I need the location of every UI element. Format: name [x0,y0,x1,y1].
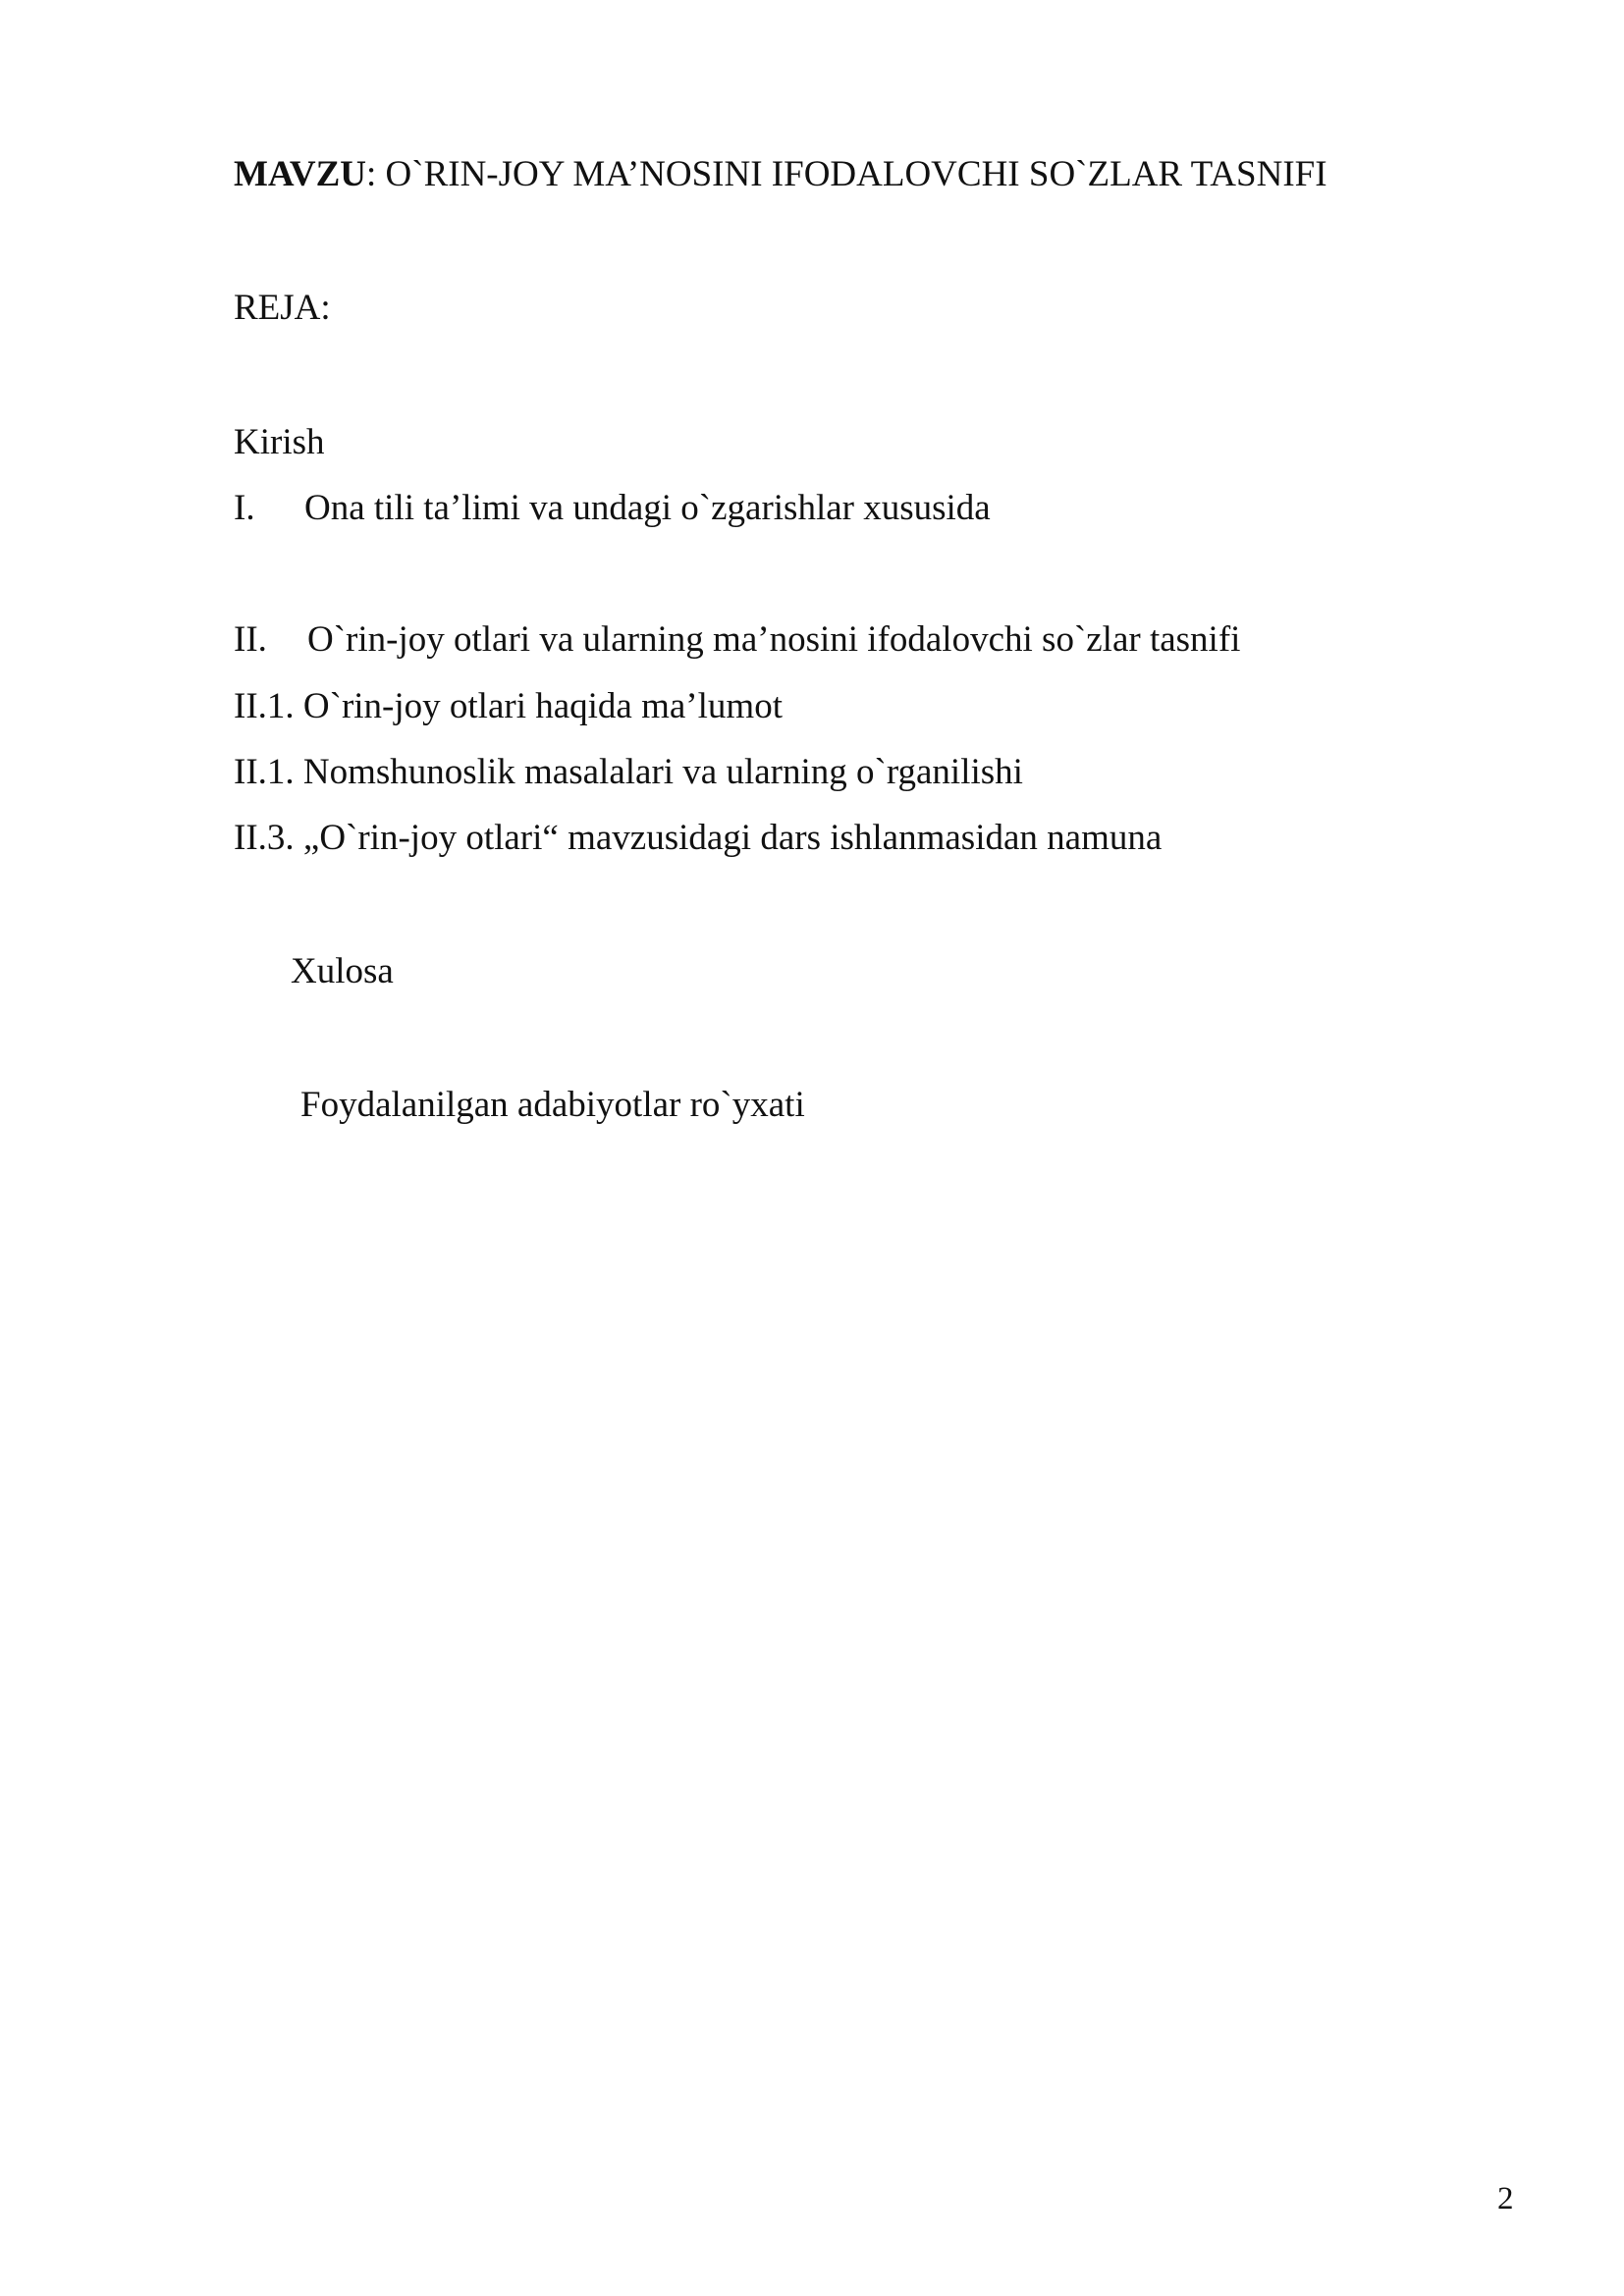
plan-item-text: O`rin-joy otlari haqida ma’lumot [302,686,783,726]
title-label: MAVZU [234,154,366,194]
plan-item-number: I. [234,488,255,528]
plan-item-number: II. [234,619,267,660]
intro-item: Kirish [234,422,325,462]
plan-subitem [234,751,1023,794]
page-number: 2 [1497,2181,1514,2216]
plan-item-number: II.1. [234,686,295,726]
references-item: Foydalanilgan adabiyotlar ro`yxati [300,1085,805,1125]
plan-item-text: Nomshunoslik masalalari va ularning o`rganilishi [302,752,1023,792]
document-title [234,153,1327,196]
conclusion-item: Xulosa [291,951,394,991]
plan-heading: REJA: [234,288,331,328]
plan-item-text: O`rin-joy otlari va ularning ma’nosini ifodalovchi so`zlar tasnifi [307,619,1241,660]
plan-item-text: Ona tili ta’limi va undagi o`zgarishlar xususida [304,488,991,528]
plan-subitem [234,817,1162,860]
title-text: : O`RIN-JOY MA’NOSINI IFODALOVCHI SO`ZLAR TASNIFI [366,154,1327,194]
plan-item-text: „O`rin-joy otlari“ mavzusidagi dars ishlanmasidan namuna [302,818,1163,858]
plan-subitem [234,685,783,728]
plan-item-number: II.1. [234,752,295,792]
plan-item-number: II.3. [234,818,295,858]
